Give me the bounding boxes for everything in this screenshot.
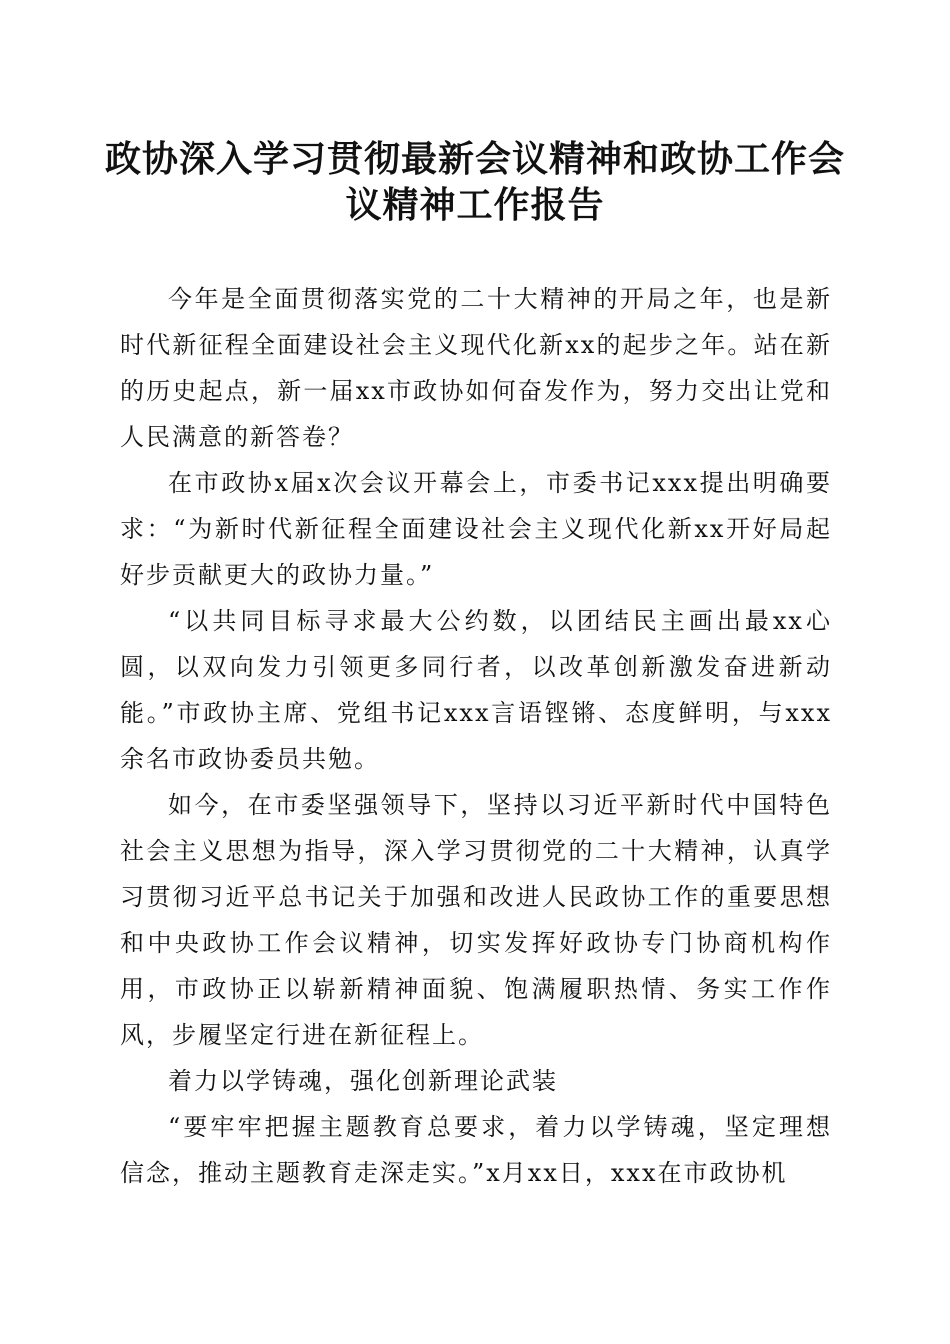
paragraph-meeting-requirement: 在市政协x届x次会议开幕会上，市委书记xxx提出明确要求：“为新时代新征程全面建设社会主义现代化新xx开好局起好步贡献更大的政协力量。” bbox=[120, 469, 832, 589]
document-title: 政协深入学习贯彻最新会议精神和政协工作会议精神工作报告 bbox=[104, 138, 845, 226]
paragraph-theme-education: “要牢牢把握主题教育总要求，着力以学铸魂，坚定理想信念，推动主题教育走深走实。”x月xx日，xxx在市政协机 bbox=[120, 1113, 832, 1187]
paragraph-opening: 今年是全面贯彻落实党的二十大精神的开局之年，也是新时代新征程全面建设社会主义现代化新xx的起步之年。站在新的历史起点，新一届xx市政协如何奋发作为，努力交出让党和人民满意的新答卷？ bbox=[120, 285, 832, 451]
document-body bbox=[120, 276, 832, 1196]
paragraph-current-status: 如今，在市委坚强领导下，坚持以习近平新时代中国特色社会主义思想为指导，深入学习贯彻党的二十大精神，认真学习贯彻习近平总书记关于加强和改进人民政协工作的重要思想和中央政协工作会议精神，切实发挥好政协专门协商机构作用，市政协正以崭新精神面貌、饱满履职热情、务实工作作风，步履坚定行进在新征程上。 bbox=[120, 791, 832, 1049]
section-heading: 着力以学铸魂，强化创新理论武装 bbox=[168, 1067, 558, 1095]
paragraph-chairman-speech: “以共同目标寻求最大公约数，以团结民主画出最xx心圆，以双向发力引领更多同行者，以改革创新激发奋进新动能。”市政协主席、党组书记xxx言语铿锵、态度鲜明，与xxx余名市政协委员共勉。 bbox=[120, 607, 832, 773]
